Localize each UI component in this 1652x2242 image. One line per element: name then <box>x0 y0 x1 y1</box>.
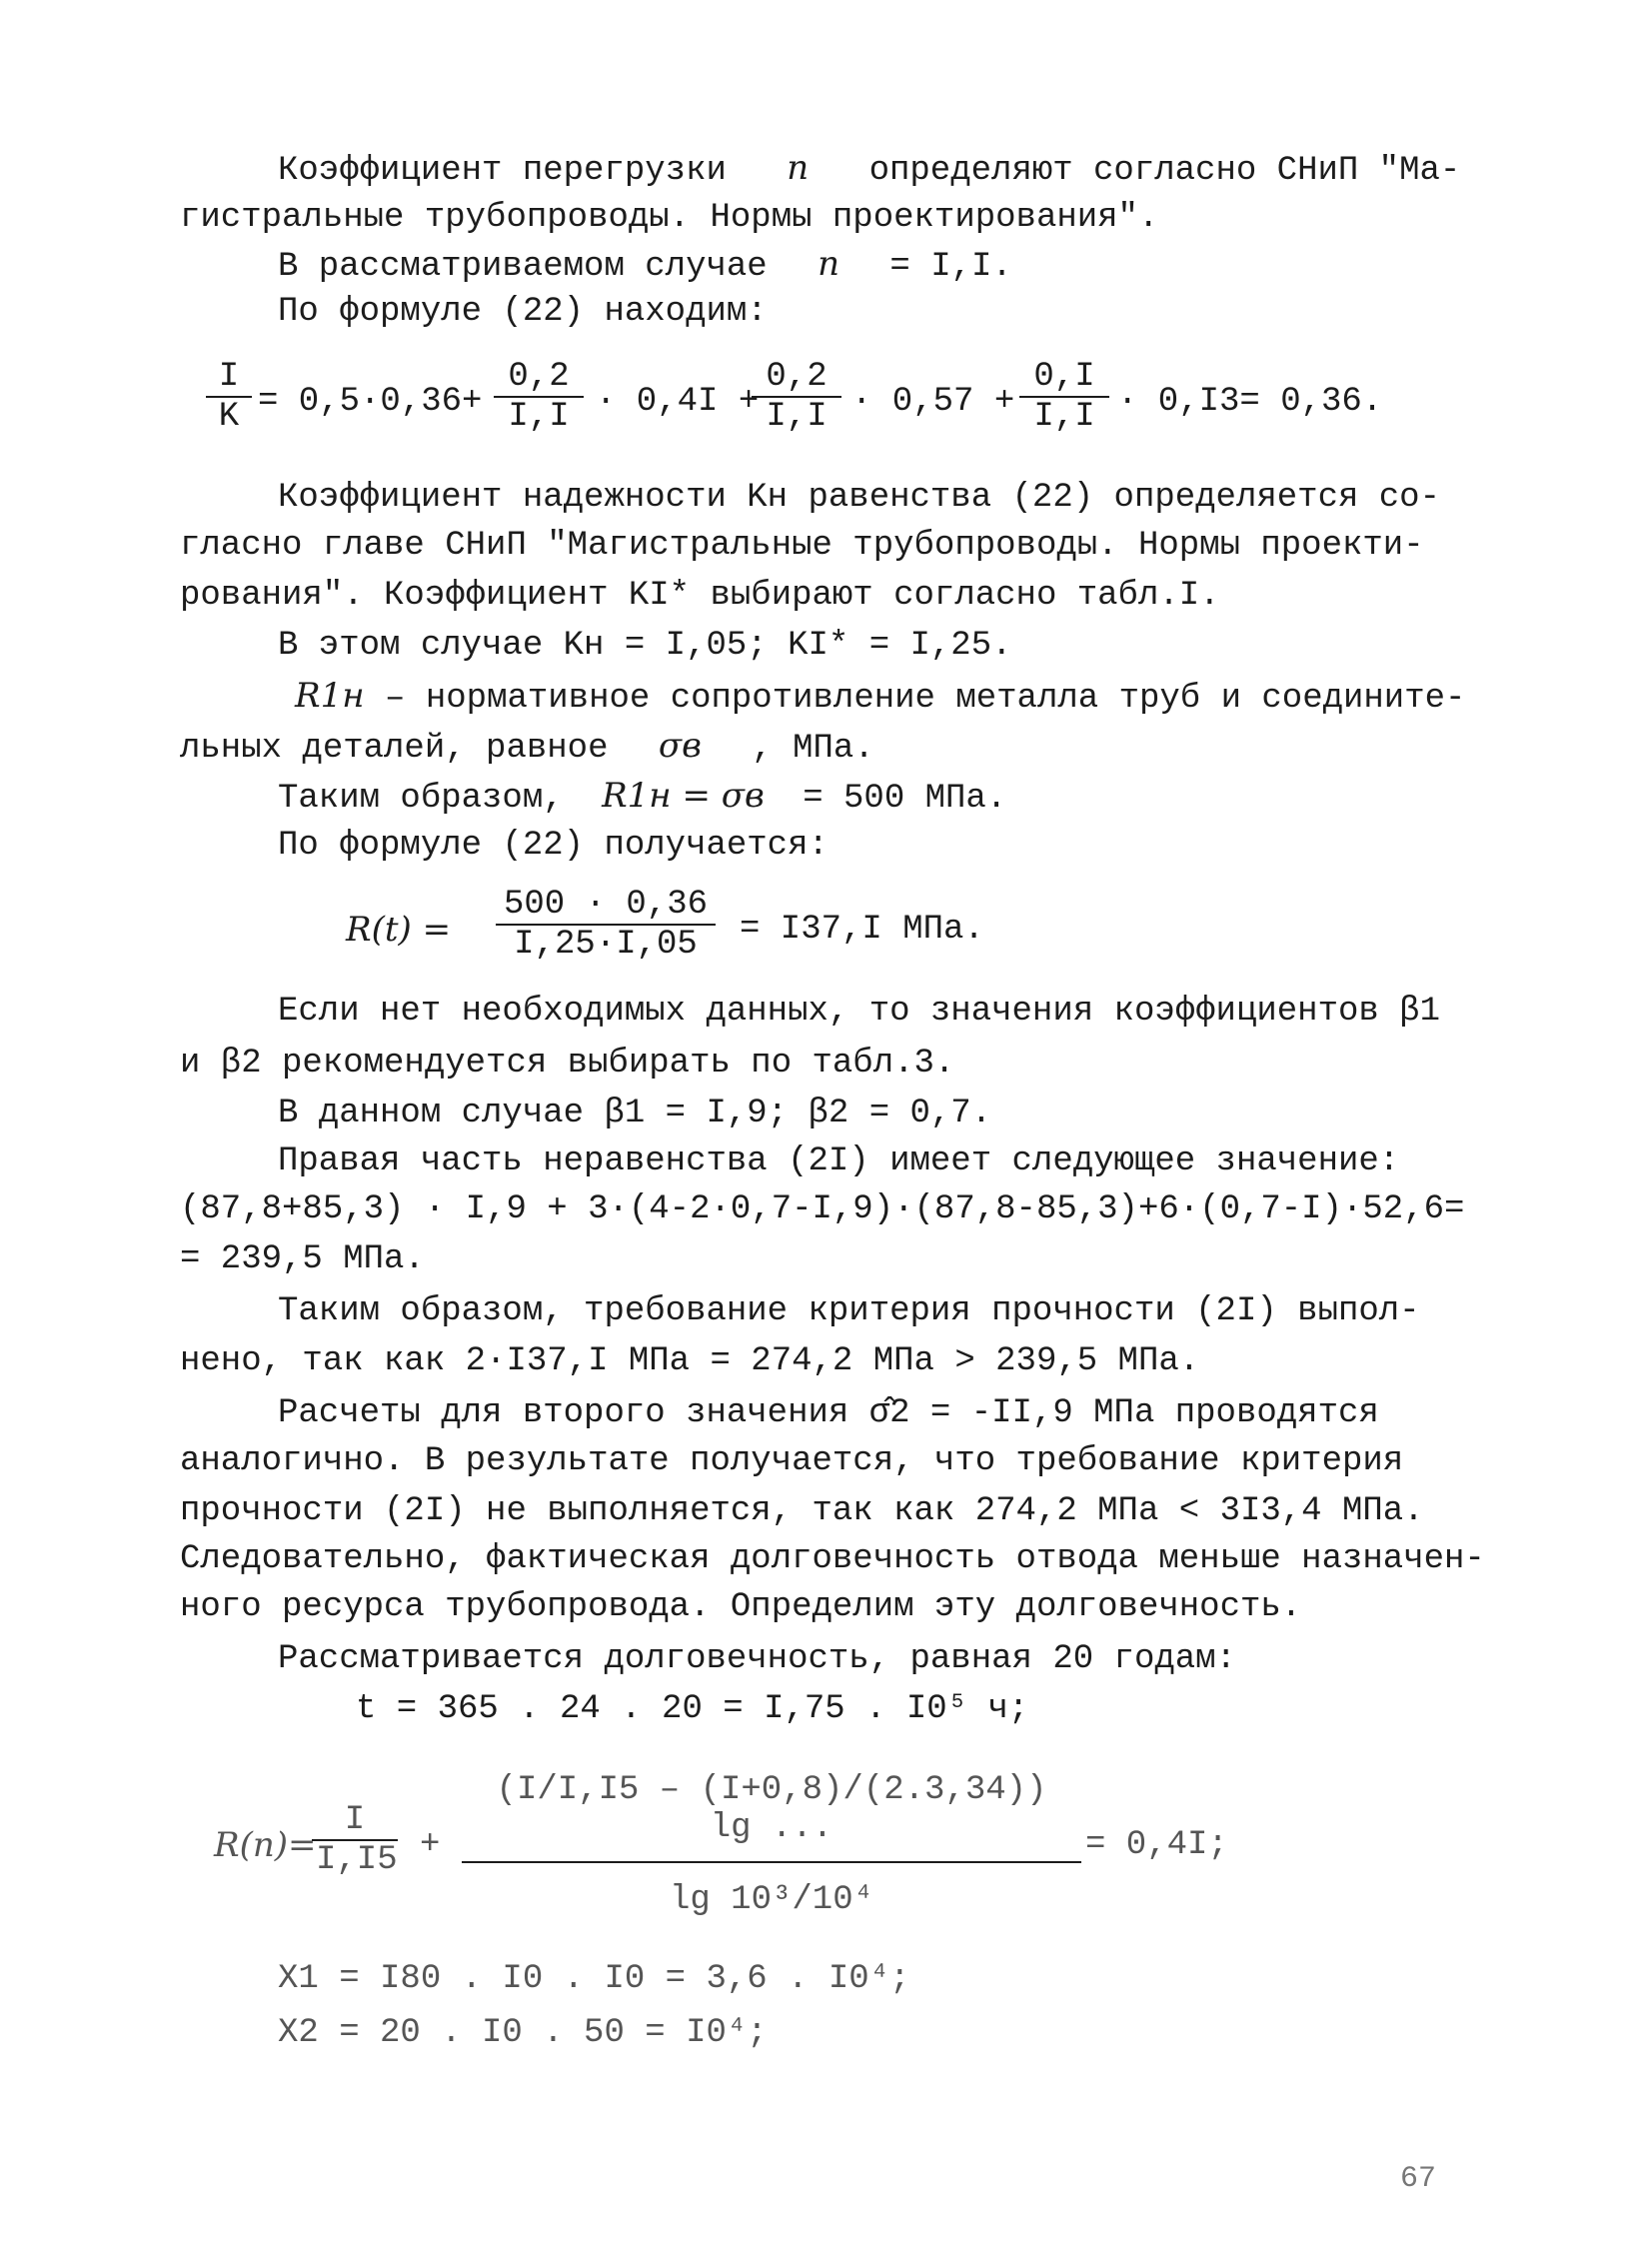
fraction-2 <box>752 358 841 436</box>
formula-text: · 0,57 + <box>851 383 1015 421</box>
denominator: I,I <box>508 398 570 436</box>
text-span: = 500 МПа. <box>803 780 1007 818</box>
text-line-6: Коэффициент надежности Kн равенства (22) определяется со- <box>278 479 1440 517</box>
text-line-12 <box>278 776 1006 819</box>
text-line-4: По формуле (22) находим: <box>278 293 768 331</box>
fraction-lhs <box>206 358 252 436</box>
text-span: – нормативное сопротивление металла труб и соедините- <box>385 680 1466 718</box>
text-line-31: X1 = I80 . I0 . I0 = 3,6 . I0⁴; <box>278 1960 910 1998</box>
numerator: 0,I <box>1019 358 1109 398</box>
formula-text: · 0,4I + <box>596 383 760 421</box>
denominator: I,25·I,05 <box>514 926 698 964</box>
text-line-15: Если нет необходимых данных, то значения коэффициентов β1 <box>278 993 1440 1031</box>
denominator: lg 10³/10⁴ <box>669 1881 874 1919</box>
text-line-10 <box>295 676 1465 719</box>
fraction-first <box>312 1801 398 1879</box>
symbol-n: n <box>818 244 839 284</box>
text-line-8: рования". Коэффициент KI* выбирают согласно табл.I. <box>180 577 1220 615</box>
fraction-main <box>462 1771 1081 1919</box>
text-span: В рассматриваемом случае <box>278 248 768 286</box>
symbol-r1n: R1н <box>295 676 365 716</box>
numerator: (I/I,I5 – (I+0,8)/(2.3,34)) lg ... <box>462 1771 1081 1863</box>
numerator: 500 · 0,36 <box>496 886 716 926</box>
formula-lhs: R(t) = <box>346 910 452 950</box>
text-line-18: Правая часть неравенства (2I) имеет следующее значение: <box>278 1142 1400 1180</box>
text-line-29: t = 365 . 24 . 20 = I,75 . I0⁵ ч; <box>356 1690 1029 1728</box>
text-line-9: В этом случае Kн = I,05; KI* = I,25. <box>278 627 1012 665</box>
denominator: I,I <box>1033 398 1095 436</box>
text-line-21: Таким образом, требование критерия прочности (2I) выпол- <box>278 1292 1420 1330</box>
formula-lhs: R(n)= <box>214 1825 317 1865</box>
text-span: определяют согласно СНиП "Ма- <box>868 152 1461 190</box>
denominator: I,I <box>766 398 827 436</box>
numerator: I <box>206 358 252 398</box>
text-line-32: X2 = 20 . I0 . 50 = I0⁴; <box>278 2014 768 2052</box>
text-line-3 <box>278 244 1012 287</box>
text-line-24: аналогично. В результате получается, что требование критерия <box>180 1442 1404 1480</box>
text-line-13: По формуле (22) получается: <box>278 827 828 865</box>
symbol-n: n <box>787 148 810 188</box>
text-span: , МПа. <box>752 730 874 768</box>
formula-plus: + <box>420 1826 441 1864</box>
text-span: Коэффициент перегрузки <box>278 152 727 190</box>
formula-text: · 0,I3= 0,36. <box>1117 383 1383 421</box>
text-line-20: = 239,5 МПа. <box>180 1240 425 1278</box>
page-number: 67 <box>1399 2162 1436 2196</box>
numerator: 0,2 <box>494 358 584 398</box>
denominator: I,I5 <box>316 1841 398 1879</box>
text-line-19: (87,8+85,3) · I,9 + 3·(4-2·0,7-I,9)·(87,8-85,3)+6·(0,7-I)·52,6= <box>180 1190 1465 1228</box>
fraction-resistance <box>496 886 716 964</box>
text-line-23: Расчеты для второго значения σ̂2 = -II,9 МПа проводятся <box>278 1394 1379 1432</box>
formula-text: = 0,5·0,36+ <box>258 383 483 421</box>
formula-rhs: = 0,4I; <box>1085 1826 1228 1864</box>
text-line-1 <box>278 148 1460 191</box>
text-line-2: гистральные трубопроводы. Нормы проектирования". <box>180 199 1159 237</box>
text-line-25: прочности (2I) не выполняется, так как 274,2 МПа < 3I3,4 МПа. <box>180 1492 1424 1530</box>
denominator: K <box>218 398 240 436</box>
fraction-1 <box>494 358 584 436</box>
text-line-26: Следовательно, фактическая долговечность отвода меньше назначен- <box>180 1540 1485 1578</box>
text-span: льных деталей, равное <box>180 730 609 768</box>
fraction-3 <box>1019 358 1109 436</box>
symbol-sigma-v: σв <box>658 726 702 766</box>
text-line-16: и β2 рекомендуется выбирать по табл.3. <box>180 1045 955 1083</box>
symbol-r1n-sigma: R1н = σв <box>602 776 765 816</box>
text-span: Таким образом, <box>278 780 564 818</box>
text-line-7: гласно главе СНиП "Магистральные трубопроводы. Нормы проекти- <box>180 527 1424 565</box>
text-line-27: ного ресурса трубопровода. Определим эту долговечность. <box>180 1588 1302 1626</box>
text-line-11 <box>180 726 874 769</box>
numerator: 0,2 <box>752 358 841 398</box>
text-line-28: Рассматривается долговечность, равная 20 годам: <box>278 1640 1236 1678</box>
numerator: I <box>312 1801 398 1841</box>
text-line-17: В данном случае β1 = I,9; β2 = 0,7. <box>278 1095 992 1132</box>
formula-rhs: = I37,I МПа. <box>740 911 984 949</box>
text-line-22: нено, так как 2·I37,I МПа = 274,2 МПа > 239,5 МПа. <box>180 1342 1200 1380</box>
text-span: = I,I. <box>889 248 1012 286</box>
